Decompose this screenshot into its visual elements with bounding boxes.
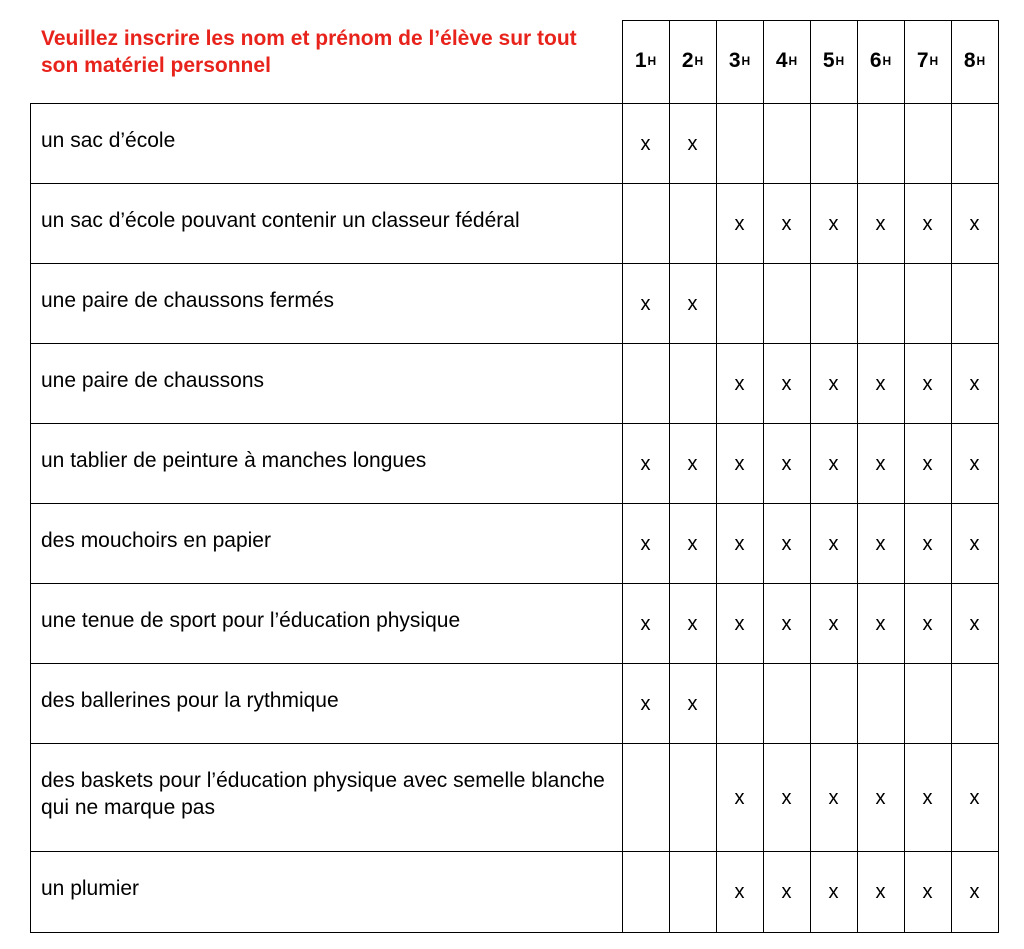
- item-label: une tenue de sport pour l’éducation physique: [41, 609, 461, 632]
- grade-suffix: H: [647, 54, 657, 68]
- grade-mark: x: [734, 612, 745, 635]
- grade-number: 2: [681, 49, 694, 72]
- grade-header: [763, 44, 810, 78]
- grade-mark: x: [687, 692, 698, 715]
- grade-mark: x: [969, 532, 980, 555]
- grade-suffix: H: [882, 54, 892, 68]
- table-row-line: [30, 263, 999, 264]
- item-label: un sac d’école: [41, 129, 176, 152]
- grade-number: 6: [869, 49, 882, 72]
- item-label: un tablier de peinture à manches longues: [41, 449, 427, 472]
- table-row-line: [30, 663, 999, 664]
- table-row-line: [30, 183, 999, 184]
- grade-mark: x: [687, 132, 698, 155]
- grade-mark: x: [969, 212, 980, 235]
- item-label: une paire de chaussons: [41, 369, 264, 392]
- grade-mark: x: [781, 532, 792, 555]
- grade-header: [810, 44, 857, 78]
- grade-mark: x: [687, 532, 698, 555]
- grade-mark: x: [922, 786, 933, 809]
- grade-suffix: H: [788, 54, 798, 68]
- table-row-line: [30, 103, 999, 104]
- grade-number: 1: [634, 49, 647, 72]
- grade-mark: x: [875, 881, 886, 903]
- grade-mark: x: [922, 532, 933, 555]
- grade-mark: x: [640, 532, 651, 555]
- grade-mark: x: [922, 372, 933, 395]
- item-label: un sac d’école pouvant contenir un classeur fédéral: [41, 209, 520, 232]
- grade-mark: x: [640, 452, 651, 475]
- table-row-line: [30, 343, 999, 344]
- item-label: des ballerines pour la rythmique: [41, 689, 339, 712]
- item-label: une paire de chaussons fermés: [41, 289, 335, 312]
- grade-suffix: H: [976, 54, 986, 68]
- grade-mark: x: [734, 212, 745, 235]
- grade-mark: x: [734, 786, 745, 809]
- grade-number: 4: [775, 49, 788, 72]
- grade-mark: x: [875, 612, 886, 635]
- grade-header: [622, 44, 669, 78]
- grade-mark: x: [781, 372, 792, 395]
- grade-mark: x: [640, 292, 651, 315]
- grade-suffix: H: [929, 54, 939, 68]
- grade-mark: x: [687, 292, 698, 315]
- grade-mark: x: [640, 612, 651, 635]
- grade-mark: x: [828, 881, 839, 903]
- table-row-line: [30, 743, 999, 744]
- grade-mark: x: [734, 452, 745, 475]
- grade-mark: x: [875, 452, 886, 475]
- table-row-line: [30, 851, 999, 852]
- grade-header: [857, 44, 904, 78]
- grade-mark: x: [875, 786, 886, 809]
- grade-mark: x: [922, 452, 933, 475]
- table-row-line: [30, 503, 999, 504]
- grade-number: 7: [916, 49, 929, 72]
- grade-suffix: H: [694, 54, 704, 68]
- table-row-line: [30, 423, 999, 424]
- grade-number: 3: [728, 49, 741, 72]
- grade-mark: x: [969, 372, 980, 395]
- grade-number: 8: [963, 49, 976, 72]
- grade-mark: x: [922, 612, 933, 635]
- grade-mark: x: [828, 786, 839, 809]
- notice-heading: Veuillez inscrire les nom et prénom de l’élève sur tout son matériel personnel: [41, 27, 577, 77]
- grade-suffix: H: [741, 54, 751, 68]
- item-label: des mouchoirs en papier: [41, 529, 271, 552]
- grade-mark: x: [781, 881, 792, 903]
- grade-mark: x: [687, 612, 698, 635]
- grade-mark: x: [828, 212, 839, 235]
- grade-mark: x: [781, 212, 792, 235]
- grade-mark: x: [734, 881, 745, 903]
- grade-header: [669, 44, 716, 78]
- grade-mark: x: [875, 212, 886, 235]
- grade-mark: x: [828, 532, 839, 555]
- grade-mark: x: [734, 532, 745, 555]
- grade-mark: x: [922, 881, 933, 903]
- grade-mark: x: [969, 881, 980, 903]
- grade-mark: x: [828, 372, 839, 395]
- grade-mark: x: [922, 212, 933, 235]
- grade-mark: x: [734, 372, 745, 395]
- grade-mark: x: [828, 612, 839, 635]
- grade-mark: x: [781, 612, 792, 635]
- grade-number: 5: [822, 49, 835, 72]
- grade-header: [716, 44, 763, 78]
- grade-header: [951, 44, 998, 78]
- grade-mark: x: [969, 452, 980, 475]
- item-label: des baskets pour l’éducation physique avec semelle blanche qui ne marque pas: [41, 769, 605, 819]
- grade-mark: x: [828, 452, 839, 475]
- grade-mark: x: [640, 132, 651, 155]
- table-row-line: [30, 932, 999, 933]
- table-row-line: [30, 583, 999, 584]
- item-label: un plumier: [41, 877, 140, 900]
- grade-suffix: H: [835, 54, 845, 68]
- grade-mark: x: [781, 786, 792, 809]
- grade-header: [904, 44, 951, 78]
- grade-mark: x: [969, 612, 980, 635]
- grade-mark: x: [875, 372, 886, 395]
- grade-mark: x: [687, 452, 698, 475]
- grade-mark: x: [969, 786, 980, 809]
- grade-mark: x: [640, 692, 651, 715]
- table-column-line: [998, 20, 999, 933]
- grade-mark: x: [781, 452, 792, 475]
- table-border-left: [30, 103, 31, 933]
- grade-mark: x: [875, 532, 886, 555]
